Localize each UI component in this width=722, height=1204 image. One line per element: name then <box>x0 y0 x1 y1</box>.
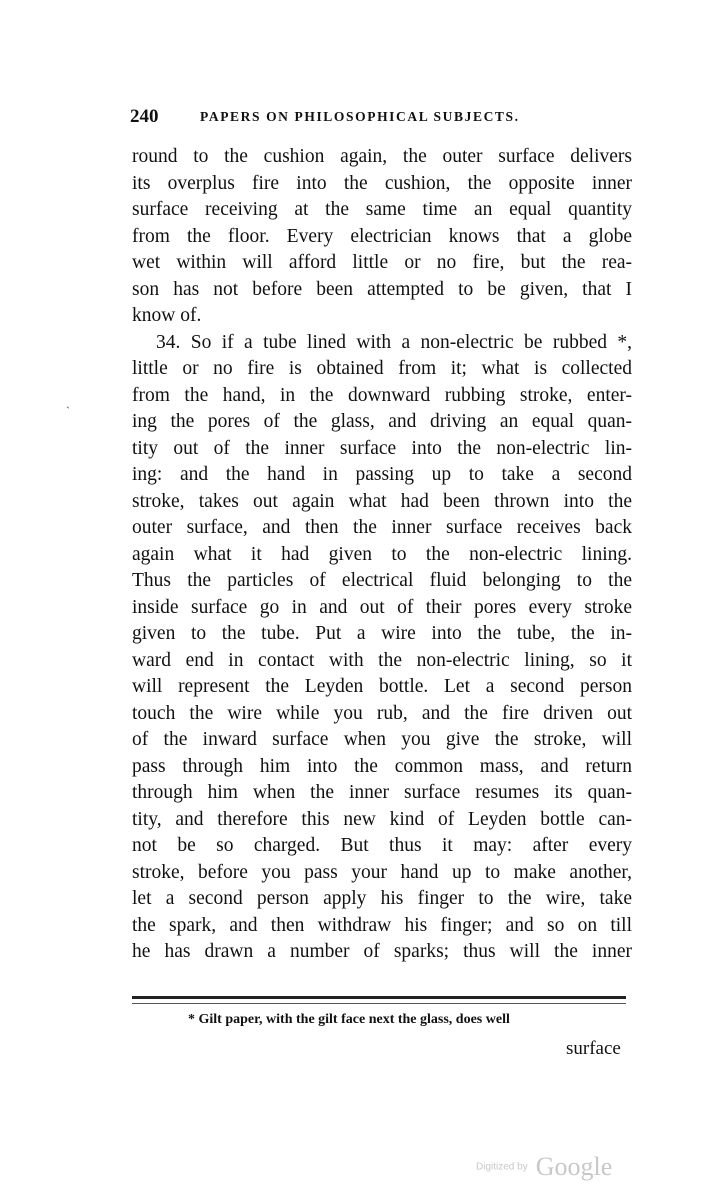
text-line: tity out of the inner surface into the non-electric lin- <box>132 437 632 459</box>
margin-tick-mark: ` <box>66 404 70 418</box>
text-line: touch the wire while you rub, and the fire driven out <box>132 702 632 724</box>
text-line: he has drawn a number of sparks; thus will the inner <box>132 941 632 962</box>
text-line: will represent the Leyden bottle. Let a second person <box>132 676 632 697</box>
text-line: from the hand, in the downward rubbing stroke, enter- <box>132 384 632 406</box>
page-number: 240 <box>130 106 159 127</box>
body-text <box>132 144 632 966</box>
text-line: stroke, takes out again what had been thrown into the <box>132 490 632 512</box>
text-line: Thus the particles of electrical fluid belonging to the <box>132 570 632 591</box>
text-line: through him when the inner surface resumes its quan- <box>132 782 632 803</box>
footnote-rule-secondary <box>132 1003 626 1004</box>
watermark-brand: Google <box>535 1152 613 1181</box>
text-line: ward end in contact with the non-electric lining, so it <box>132 649 632 671</box>
digitization-watermark <box>476 1152 612 1182</box>
text-line: its overplus fire into the cushion, the opposite inner <box>132 172 632 194</box>
running-head <box>130 106 650 132</box>
text-line: round to the cushion again, the outer surface delivers <box>132 146 632 167</box>
text-line: wet within will afford little or no fire, but the rea- <box>132 252 632 273</box>
text-line: stroke, before you pass your hand up to make another, <box>132 861 632 883</box>
text-line: let a second person apply his finger to the wire, take <box>132 888 632 909</box>
text-line: ing the pores of the glass, and driving an equal quan- <box>132 411 632 432</box>
footnote-rule <box>132 996 626 999</box>
text-line: know of. <box>132 305 202 326</box>
text-line: the spark, and then withdraw his finger; and so on till <box>132 914 632 936</box>
text-line: tity, and therefore this new kind of Leyden bottle can- <box>132 808 632 830</box>
text-line: son has not before been attempted to be given, that I <box>132 278 632 300</box>
text-line: surface receiving at the same time an equal quantity <box>132 199 632 220</box>
text-line: of the inward surface when you give the stroke, will <box>132 729 632 750</box>
text-line: little or no fire is obtained from it; what is collected <box>132 358 632 379</box>
text-line: outer surface, and then the inner surface receives back <box>132 517 632 538</box>
text-line: again what it had given to the non-electric lining. <box>132 543 632 565</box>
text-line: from the floor. Every electrician knows that a globe <box>132 225 632 247</box>
text-line: not be so charged. But thus it may: after every <box>132 835 632 856</box>
text-line: given to the tube. Put a wire into the tube, the in- <box>132 623 632 644</box>
text-line: inside surface go in and out of their pores every stroke <box>132 596 632 618</box>
running-title: PAPERS ON PHILOSOPHICAL SUBJECTS. <box>200 109 520 124</box>
catchword: surface <box>566 1038 621 1059</box>
watermark-prefix: Digitized by <box>476 1161 528 1173</box>
text-line: pass through him into the common mass, and return <box>132 755 632 777</box>
paragraph-start-line: 34. So if a tube lined with a non-electric be rubbed *, <box>156 331 632 353</box>
text-line: ing: and the hand in passing up to take a second <box>132 464 632 485</box>
footnote: * Gilt paper, with the gilt face next the glass, does well <box>188 1012 510 1027</box>
